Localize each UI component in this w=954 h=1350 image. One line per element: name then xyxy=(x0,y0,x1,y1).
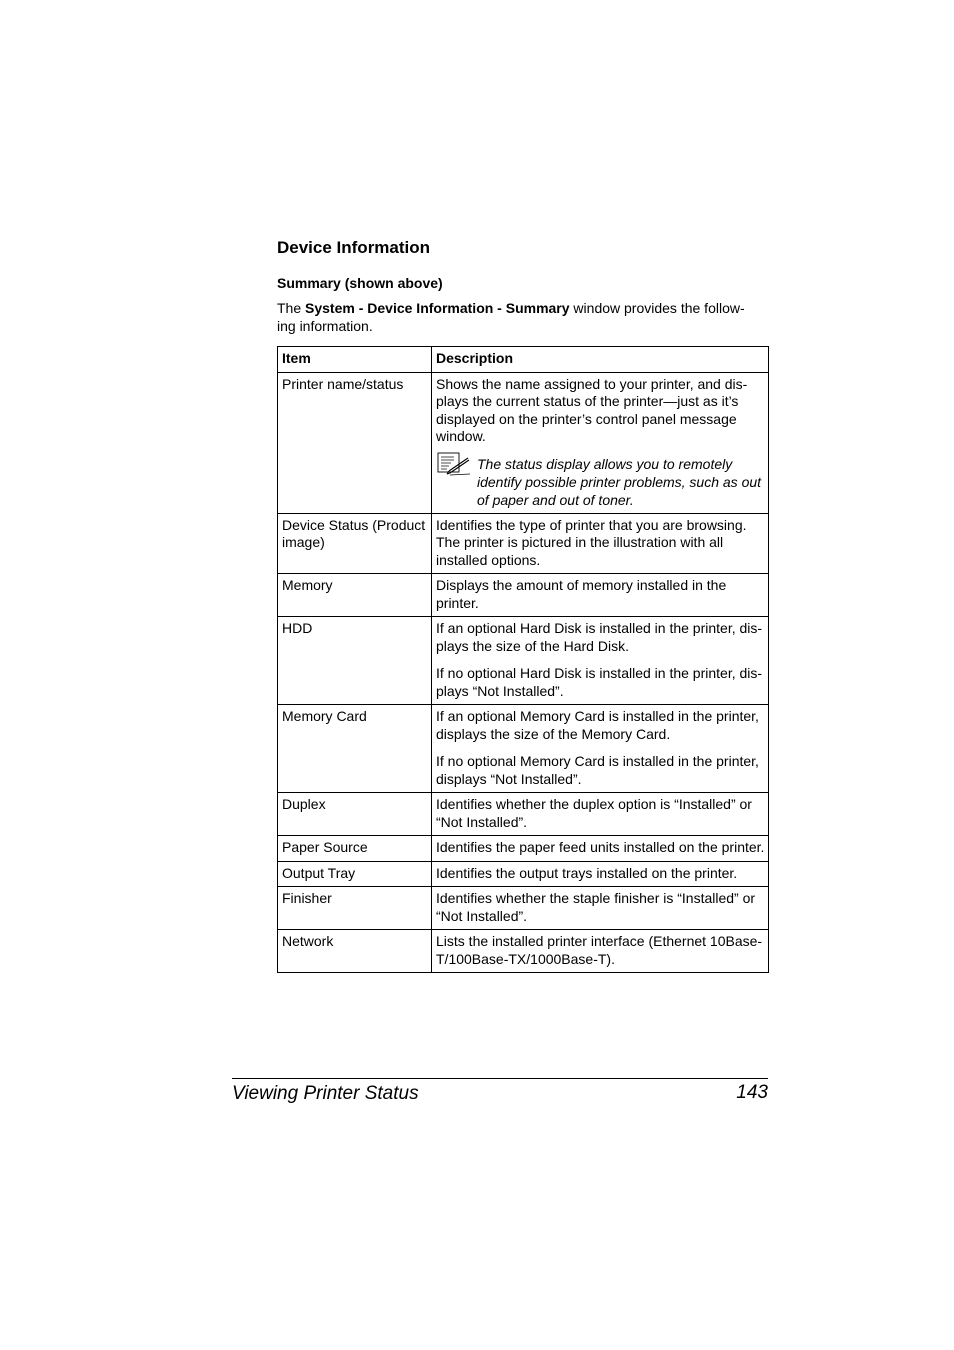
description-cell: Identifies the type of printer that you are browsing. The printer is pictured in the illustration with all installed options. xyxy=(432,513,769,574)
main-content xyxy=(277,238,768,973)
intro-text-pre: The xyxy=(277,300,306,316)
description-cell xyxy=(432,617,769,705)
description-text: Shows the name assigned to your printer, and dis-plays the current status of the printer—just as it’s displayed on the printer’s control panel message window. xyxy=(436,375,748,444)
footer-title: Viewing Printer Status xyxy=(232,1083,419,1104)
item-cell: Output Tray xyxy=(278,861,432,887)
item-cell: Memory xyxy=(278,574,432,617)
item-cell: Memory Card xyxy=(278,705,432,793)
description-text-secondary: If no optional Memory Card is installed in the printer, displays “Not Installed”. xyxy=(436,753,759,787)
item-cell: Paper Source xyxy=(278,836,432,862)
table-row xyxy=(278,861,769,887)
table-row xyxy=(278,513,769,574)
item-cell: Finisher xyxy=(278,887,432,930)
column-header-item: Item xyxy=(278,347,432,373)
description-text: If an optional Hard Disk is installed in the printer, dis-plays the size of the Hard Disk. xyxy=(436,620,763,654)
description-cell: Identifies the paper feed units installed on the printer. xyxy=(432,836,769,862)
description-cell: Identifies whether the staple finisher is “Installed” or “Not Installed”. xyxy=(432,887,769,930)
description-cell: Identifies the output trays installed on the printer. xyxy=(432,861,769,887)
page-footer xyxy=(232,1078,768,1104)
section-title: Device Information xyxy=(277,238,431,257)
description-text: If an optional Memory Card is installed in the printer, displays the size of the Memory Card. xyxy=(436,708,759,742)
item-cell: HDD xyxy=(278,617,432,705)
description-cell: Displays the amount of memory installed in the printer. xyxy=(432,574,769,617)
note-block xyxy=(436,455,768,509)
subsection-title: Summary (shown above) xyxy=(277,275,443,291)
table-row xyxy=(278,705,769,793)
intro-window-name: System - Device Information - Summary xyxy=(305,300,570,316)
description-cell: Identifies whether the duplex option is “Installed” or “Not Installed”. xyxy=(432,793,769,836)
table-row xyxy=(278,793,769,836)
table-header-row xyxy=(278,347,769,373)
item-cell: Network xyxy=(278,930,432,973)
intro-text-post: window provides the follow-ing information. xyxy=(277,300,745,334)
device-info-table xyxy=(277,346,769,973)
table-row xyxy=(278,372,769,513)
table-row xyxy=(278,617,769,705)
description-cell xyxy=(432,372,769,513)
description-text-secondary: If no optional Hard Disk is installed in the printer, dis-plays “Not Installed”. xyxy=(436,665,763,699)
table-row xyxy=(278,930,769,973)
item-cell: Printer name/status xyxy=(278,372,432,513)
note-text: The status display allows you to remotely identify possible printer problems, such as out of paper and out of toner. xyxy=(477,455,762,508)
page-number: 143 xyxy=(736,1082,768,1103)
table-row xyxy=(278,887,769,930)
note-pencil-icon xyxy=(437,452,471,476)
item-cell: Device Status (Product image) xyxy=(278,513,432,574)
item-cell: Duplex xyxy=(278,793,432,836)
description-cell xyxy=(432,705,769,793)
intro-paragraph xyxy=(277,300,768,335)
description-cell: Lists the installed printer interface (Ethernet 10Base-T/100Base-TX/1000Base-T). xyxy=(432,930,769,973)
column-header-description: Description xyxy=(432,347,769,373)
table-row xyxy=(278,574,769,617)
table-row xyxy=(278,836,769,862)
